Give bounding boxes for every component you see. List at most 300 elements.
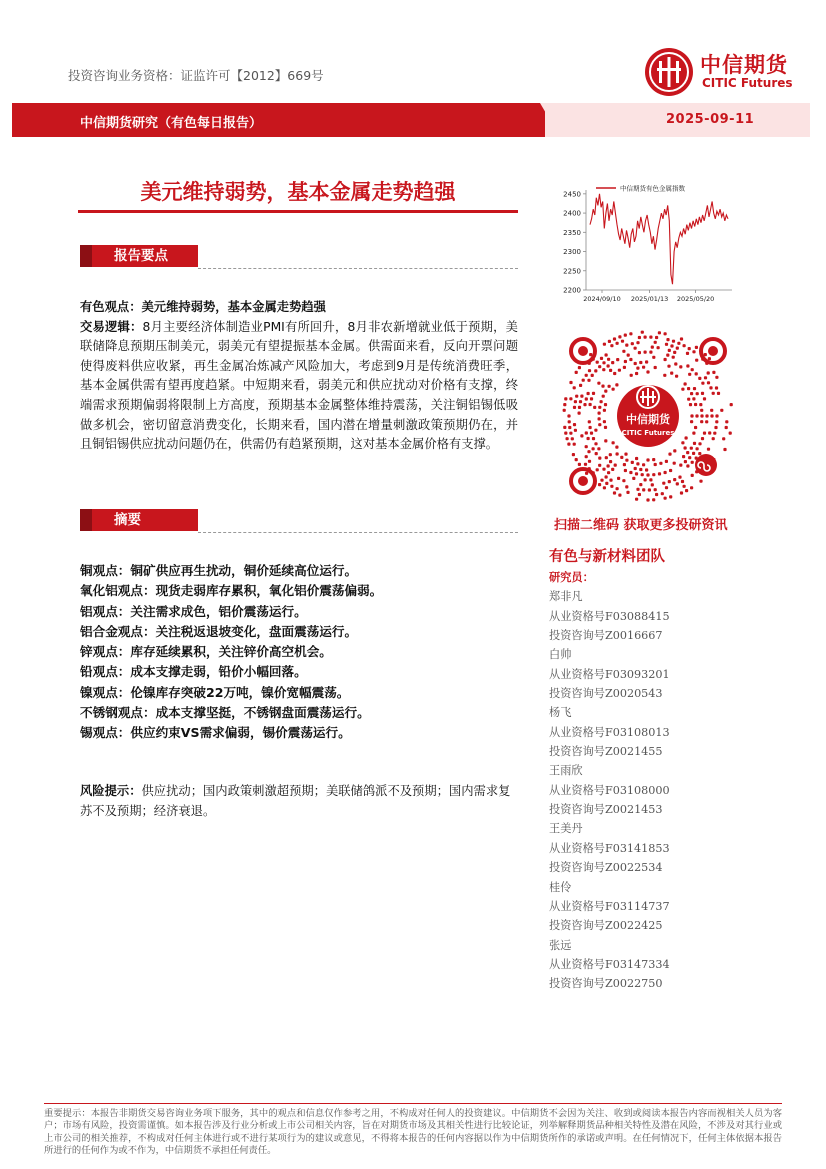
analyst-list bbox=[549, 568, 749, 994]
qr-dot bbox=[695, 346, 698, 349]
qr-dot bbox=[658, 331, 661, 334]
legend-label: 中信期货有色金属指数 bbox=[620, 184, 685, 193]
qr-dot bbox=[713, 432, 716, 435]
qr-dot bbox=[598, 406, 601, 409]
qr-dot bbox=[652, 473, 655, 476]
qr-dot bbox=[578, 366, 581, 369]
series-line bbox=[590, 194, 728, 284]
qr-dot bbox=[684, 460, 687, 463]
qr-center-logo-icon bbox=[637, 386, 659, 408]
qr-dot bbox=[701, 382, 704, 385]
qr-dot bbox=[722, 437, 725, 440]
qr-dot bbox=[652, 356, 655, 359]
qr-dot bbox=[636, 462, 639, 465]
qr-dot bbox=[683, 344, 686, 347]
section-rule bbox=[198, 532, 518, 533]
qr-dot bbox=[684, 446, 687, 449]
qr-dot bbox=[610, 344, 613, 347]
qr-dot bbox=[629, 332, 632, 335]
qr-dot bbox=[712, 437, 715, 440]
qr-dot bbox=[620, 456, 623, 459]
footer-rule bbox=[44, 1103, 782, 1104]
qr-dot bbox=[625, 344, 628, 347]
qr-dot bbox=[604, 439, 607, 442]
qr-dot bbox=[688, 347, 691, 350]
qr-dot bbox=[709, 386, 712, 389]
header-bar-divider bbox=[540, 103, 560, 137]
qr-dot bbox=[676, 482, 679, 485]
qr-dot bbox=[693, 387, 696, 390]
qr-dot bbox=[573, 443, 576, 446]
logic-paragraph bbox=[80, 318, 518, 455]
qr-dot bbox=[670, 372, 673, 375]
qr-dot bbox=[598, 417, 601, 420]
qr-dot bbox=[673, 478, 676, 481]
qr-dot bbox=[683, 485, 686, 488]
qr-finder-center bbox=[708, 346, 718, 356]
qr-dot bbox=[600, 400, 603, 403]
qr-dot bbox=[632, 477, 635, 480]
qr-dot bbox=[634, 467, 637, 470]
disclaimer: 重要提示：本报告非期货交易咨询业务项下服务，其中的观点和信息仅作参考之用，不构成对任何人的投资建议。中信期货不会因为关注、收到或阅读本报告内容而视相关人员为客户；市场有风险，投资需谨慎。如本报告涉及行业分析或上市公司相关内容，旨在对期货市场及其相关性进行比较论证，列举解释期货品种相关特性及潜在风险，不涉及对其行业或上市公司的相关推荐，不构成对任何主体进行或不进行某项行为的建议或意见，不得将本报告的任何内容据以作为中信期货所作的承诺或声明。在任何情况下，任何主体依据本报告所进行的任何作为或不作为，中信期货不承担任何责任。 bbox=[44, 1108, 782, 1156]
viewpoint-item: 铜观点：铜矿供应再生扰动，铜价延续高位运行。 bbox=[80, 563, 358, 578]
qr-dot bbox=[703, 432, 706, 435]
qr-dot bbox=[687, 387, 690, 390]
qr-dot bbox=[654, 366, 657, 369]
qr-dot bbox=[603, 420, 606, 423]
qr-dot bbox=[587, 392, 590, 395]
view-line bbox=[80, 298, 518, 318]
license-text: 投资咨询业务资格：证监许可【2012】669号 bbox=[68, 68, 324, 83]
qr-dot bbox=[681, 388, 684, 391]
x-tick-label: 2025/05/20 bbox=[676, 295, 715, 303]
qr-dot bbox=[629, 471, 632, 474]
qr-dot bbox=[686, 364, 689, 367]
analyst-advisory: 投资咨询号Z0022534 bbox=[549, 861, 663, 875]
qr-dot bbox=[624, 469, 627, 472]
qr-dot bbox=[725, 426, 728, 429]
qr-dot bbox=[688, 456, 691, 459]
logo-en: CITIC Futures bbox=[702, 76, 793, 90]
title-rule bbox=[78, 210, 518, 213]
qr-dot bbox=[590, 432, 593, 435]
qr-dot bbox=[607, 464, 610, 467]
y-tick-label: 2300 bbox=[563, 248, 581, 257]
qr-dot bbox=[666, 338, 669, 341]
qr-dot bbox=[665, 486, 668, 489]
analyst-license: 从业资格号F03093201 bbox=[549, 667, 670, 681]
qr-dot bbox=[631, 461, 634, 464]
qr-finder-center bbox=[578, 476, 588, 486]
qr-dot bbox=[686, 352, 689, 355]
qr-dot bbox=[698, 377, 701, 380]
viewpoint-item: 镍观点：伦镍库存突破22万吨，镍价宽幅震荡。 bbox=[80, 684, 350, 700]
qr-dot bbox=[588, 369, 591, 372]
qr-dot bbox=[568, 426, 571, 429]
qr-dot bbox=[592, 447, 595, 450]
analyst-name: 桂伶 bbox=[549, 880, 572, 894]
qr-dot bbox=[649, 336, 652, 339]
qr-dot bbox=[579, 400, 582, 403]
qr-dot bbox=[574, 400, 577, 403]
risk-text: 供应扰动；国内政策刺激超预期；美联储鸽派不及预期；国内需求复苏不及预期；经济衰退。 bbox=[80, 784, 511, 818]
qr-dot bbox=[666, 354, 669, 357]
qr-dot bbox=[605, 475, 608, 478]
qr-dot bbox=[612, 441, 615, 444]
qr-dot bbox=[590, 397, 593, 400]
view-text: 美元维持弱势，基本金属走势趋强 bbox=[141, 300, 326, 314]
qr-dot bbox=[677, 342, 680, 345]
qr-dot bbox=[694, 426, 697, 429]
qr-dot bbox=[689, 403, 692, 406]
qr-dot bbox=[592, 392, 595, 395]
qr-dot bbox=[593, 406, 596, 409]
qr-dot bbox=[638, 336, 641, 339]
qr-dot bbox=[679, 365, 682, 368]
qr-dot bbox=[569, 432, 572, 435]
qr-dot bbox=[676, 347, 679, 350]
qr-dot bbox=[692, 350, 695, 353]
analyst-license: 从业资格号F03141853 bbox=[549, 841, 670, 855]
qr-dot bbox=[624, 334, 627, 337]
qr-dot bbox=[602, 395, 605, 398]
qr-dot bbox=[602, 468, 605, 471]
qr-dot bbox=[613, 491, 616, 494]
qr-dot bbox=[575, 371, 578, 374]
qr-dot bbox=[595, 452, 598, 455]
viewpoint-item: 铝观点：关注需求成色，铝价震荡运行。 bbox=[80, 603, 307, 619]
section-accent bbox=[80, 245, 92, 267]
qr-dot bbox=[615, 446, 618, 449]
qr-dot bbox=[563, 403, 566, 406]
qr-dot bbox=[642, 488, 645, 491]
qr-dot bbox=[639, 468, 642, 471]
qr-dot bbox=[664, 358, 667, 361]
qr-dot bbox=[603, 486, 606, 489]
qr-dot bbox=[651, 346, 654, 349]
qr-dot bbox=[594, 429, 597, 432]
qr-dot bbox=[685, 489, 688, 492]
y-tick-label: 2250 bbox=[563, 267, 581, 276]
analyst-advisory: 投资咨询号Z0020543 bbox=[549, 687, 663, 701]
qr-dot bbox=[700, 414, 703, 417]
qr-dot bbox=[663, 374, 666, 377]
qr-dot bbox=[616, 452, 619, 455]
qr-dot bbox=[669, 495, 672, 498]
qr-dot bbox=[616, 487, 619, 490]
qr-dot bbox=[613, 372, 616, 375]
qr-dot bbox=[582, 379, 585, 382]
qr-dot bbox=[613, 337, 616, 340]
qr-dot bbox=[594, 442, 597, 445]
qr-dot bbox=[636, 341, 639, 344]
qr-dot bbox=[580, 434, 583, 437]
qr-dot bbox=[569, 381, 572, 384]
qr-dot bbox=[589, 403, 592, 406]
section-label-abstract: 摘要 bbox=[80, 509, 198, 531]
qr-dot bbox=[680, 337, 683, 340]
viewpoint-item: 不锈钢观点：成本支撑坚挺，不锈钢盘面震荡运行。 bbox=[80, 705, 370, 721]
qr-dot bbox=[609, 453, 612, 456]
qr-dot bbox=[585, 431, 588, 434]
qr-dot bbox=[712, 392, 715, 395]
qr-dot bbox=[681, 480, 684, 483]
qr-dot bbox=[612, 388, 615, 391]
viewpoint-item: 氧化铝观点：现货走弱库存累积，氧化铝价震荡偏弱。 bbox=[80, 583, 383, 599]
mini-program-icon bbox=[695, 454, 717, 476]
qr-dot bbox=[598, 464, 601, 467]
qr-dot bbox=[707, 448, 710, 451]
qr-dot bbox=[596, 361, 599, 364]
qr-dot bbox=[649, 478, 652, 481]
risk-paragraph bbox=[80, 781, 520, 821]
analyst-license: 从业资格号F03108000 bbox=[549, 783, 670, 797]
qr-dot bbox=[698, 442, 701, 445]
qr-dot bbox=[621, 340, 624, 343]
qr-dot bbox=[569, 397, 572, 400]
qr-dot bbox=[668, 453, 671, 456]
qr-dot bbox=[601, 385, 604, 388]
qr-dot bbox=[652, 458, 655, 461]
qr-dot bbox=[567, 443, 570, 446]
qr-dot bbox=[571, 437, 574, 440]
y-tick-label: 2200 bbox=[563, 286, 581, 295]
qr-dot bbox=[729, 432, 732, 435]
qr-dot bbox=[578, 406, 581, 409]
team-name: 有色与新材料团队 bbox=[549, 549, 665, 565]
qr-dot bbox=[603, 409, 606, 412]
y-tick-label: 2350 bbox=[563, 228, 581, 237]
qr-dot bbox=[672, 340, 675, 343]
qr-dot bbox=[692, 397, 695, 400]
qr-dot bbox=[644, 478, 647, 481]
qr-dot bbox=[707, 371, 710, 374]
qr-dot bbox=[668, 349, 671, 352]
qr-dot bbox=[695, 414, 698, 417]
qr-brand-cn: 中信期货 bbox=[626, 413, 670, 426]
qr-dot bbox=[654, 341, 657, 344]
qr-dot bbox=[641, 331, 644, 334]
qr-dot bbox=[609, 479, 612, 482]
qr-dot bbox=[639, 483, 642, 486]
qr-dot bbox=[608, 385, 611, 388]
qr-dot bbox=[639, 361, 642, 364]
analyst-name: 王美丹 bbox=[549, 822, 583, 836]
qr-dot bbox=[630, 374, 633, 377]
qr-dot bbox=[714, 426, 717, 429]
qr-dot bbox=[673, 449, 676, 452]
analyst-advisory: 投资咨询号Z0016667 bbox=[549, 629, 663, 643]
qr-dot bbox=[699, 403, 702, 406]
y-tick-label: 2400 bbox=[563, 209, 581, 218]
qr-dot bbox=[715, 420, 718, 423]
qr-dot bbox=[587, 379, 590, 382]
qr-dot bbox=[602, 368, 605, 371]
qr-dot bbox=[710, 409, 713, 412]
qr-dot bbox=[591, 374, 594, 377]
qr-dot bbox=[669, 469, 672, 472]
qr-dot bbox=[597, 447, 600, 450]
qr-dot bbox=[588, 420, 591, 423]
analyst-name: 郑非凡 bbox=[549, 590, 583, 604]
qr-dot bbox=[618, 494, 621, 497]
analyst-name: 白帅 bbox=[549, 648, 572, 662]
qr-dot bbox=[608, 340, 611, 343]
viewpoint-item: 铝合金观点：关注税返退坡变化，盘面震荡运行。 bbox=[80, 623, 358, 639]
qr-dot bbox=[673, 462, 676, 465]
qr-dot bbox=[659, 462, 662, 465]
y-tick-label: 2450 bbox=[563, 190, 581, 199]
qr-dot bbox=[598, 457, 601, 460]
qr-dot bbox=[585, 374, 588, 377]
qr-dot bbox=[693, 442, 696, 445]
qr-dot bbox=[579, 384, 582, 387]
qr-dot bbox=[634, 362, 637, 365]
qr-dot bbox=[585, 455, 588, 458]
qr-dot bbox=[654, 488, 657, 491]
qr-dot bbox=[567, 414, 570, 417]
qr-dot bbox=[588, 460, 591, 463]
qr-dot bbox=[627, 354, 630, 357]
qr-dot bbox=[616, 358, 619, 361]
analyst-advisory: 投资咨询号Z0021453 bbox=[549, 803, 663, 817]
qr-dot bbox=[636, 488, 639, 491]
viewpoint-item: 锡观点：供应约束VS需求偏弱，锡价震荡运行。 bbox=[80, 725, 351, 741]
qr-dot bbox=[720, 409, 723, 412]
qr-dot bbox=[600, 357, 603, 360]
qr-dot bbox=[622, 479, 625, 482]
page-title: 美元维持弱势，基本金属走势趋强 bbox=[140, 180, 456, 204]
qr-dot bbox=[655, 336, 658, 339]
qr-dot bbox=[636, 367, 639, 370]
qr-dot bbox=[614, 464, 617, 467]
qr-dot bbox=[602, 361, 605, 364]
qr-dot bbox=[674, 362, 677, 365]
qr-dot bbox=[692, 452, 695, 455]
qr-dot bbox=[641, 473, 644, 476]
qr-dot bbox=[668, 480, 671, 483]
qr-dot bbox=[572, 453, 575, 456]
qr-dot bbox=[609, 460, 612, 463]
qr-dot bbox=[575, 458, 578, 461]
section-accent bbox=[80, 509, 92, 531]
qr-dot bbox=[717, 392, 720, 395]
qr-dot bbox=[587, 450, 590, 453]
risk-label: 风险提示： bbox=[80, 784, 142, 798]
qr-dot bbox=[652, 498, 655, 501]
qr-dot bbox=[604, 426, 607, 429]
qr-dot bbox=[587, 437, 590, 440]
qr-dot bbox=[705, 414, 708, 417]
report-series: 中信期货研究（有色每日报告） bbox=[80, 116, 263, 131]
qr-dot bbox=[662, 482, 665, 485]
qr-dot bbox=[715, 414, 718, 417]
qr-dot bbox=[664, 497, 667, 500]
qr-dot bbox=[712, 371, 715, 374]
qr-dot bbox=[618, 335, 621, 338]
analyst-name: 王雨欣 bbox=[549, 764, 583, 778]
viewpoint-item: 铅观点：成本支撑走弱，铅价小幅回落。 bbox=[80, 664, 307, 680]
qr-dot bbox=[609, 369, 612, 372]
qr-dot bbox=[575, 395, 578, 398]
qr-dot bbox=[573, 423, 576, 426]
analyst-advisory: 投资咨询号Z0021455 bbox=[549, 745, 663, 759]
qr-dot bbox=[686, 451, 689, 454]
qr-dot bbox=[578, 463, 581, 466]
qr-dot bbox=[670, 344, 673, 347]
qr-dot bbox=[688, 373, 691, 376]
qr-dot bbox=[642, 463, 645, 466]
qr-dot bbox=[616, 342, 619, 345]
qr-dot bbox=[725, 420, 728, 423]
summary-block bbox=[80, 298, 518, 455]
qr-dot bbox=[622, 350, 625, 353]
qr-dot bbox=[635, 498, 638, 501]
qr-dot bbox=[672, 356, 675, 359]
qr-dot bbox=[644, 336, 647, 339]
qr-dot bbox=[592, 437, 595, 440]
qr-dot bbox=[690, 414, 693, 417]
analyst-name: 杨飞 bbox=[549, 706, 572, 720]
qr-dot bbox=[665, 343, 668, 346]
qr-dot bbox=[645, 360, 648, 363]
qr-dot bbox=[598, 423, 601, 426]
qr-code[interactable] bbox=[557, 325, 739, 507]
analyst-name: 张远 bbox=[549, 938, 572, 952]
qr-dot bbox=[631, 342, 634, 345]
qr-dot bbox=[615, 383, 618, 386]
qr-dot bbox=[675, 375, 678, 378]
qr-dot bbox=[687, 398, 690, 401]
qr-dot bbox=[664, 332, 667, 335]
qr-dot bbox=[598, 483, 601, 486]
qr-dot bbox=[682, 455, 685, 458]
qr-dot bbox=[678, 476, 681, 479]
x-tick-label: 2024/09/10 bbox=[583, 295, 621, 303]
qr-dot bbox=[638, 351, 641, 354]
qr-dot bbox=[589, 426, 592, 429]
x-tick-label: 2025/01/13 bbox=[630, 295, 669, 303]
qr-dot bbox=[646, 370, 649, 373]
qr-dot bbox=[607, 471, 610, 474]
qr-dot bbox=[580, 395, 583, 398]
qr-dot bbox=[598, 412, 601, 415]
qr-dot bbox=[695, 372, 698, 375]
qr-dot bbox=[644, 351, 647, 354]
qr-dot bbox=[673, 351, 676, 354]
citic-logo-icon bbox=[643, 46, 695, 98]
qr-dot bbox=[715, 376, 718, 379]
qr-dot bbox=[607, 358, 610, 361]
qr-dot bbox=[594, 369, 597, 372]
qr-dot bbox=[610, 485, 613, 488]
qr-dot bbox=[715, 386, 718, 389]
analyst-advisory: 投资咨询号Z0022425 bbox=[549, 919, 663, 933]
qr-dot bbox=[679, 464, 682, 467]
qr-dot bbox=[617, 477, 620, 480]
qr-dot bbox=[708, 431, 711, 434]
qr-dot bbox=[700, 420, 703, 423]
qr-dot bbox=[730, 403, 733, 406]
qr-dot bbox=[690, 447, 693, 450]
qr-dot bbox=[658, 472, 661, 475]
qr-dot bbox=[691, 368, 694, 371]
qr-dot bbox=[691, 461, 694, 464]
qr-dot bbox=[564, 397, 567, 400]
qr-dot bbox=[705, 420, 708, 423]
qr-dot bbox=[657, 346, 660, 349]
qr-brand-en: CITIC Futures bbox=[621, 429, 675, 437]
